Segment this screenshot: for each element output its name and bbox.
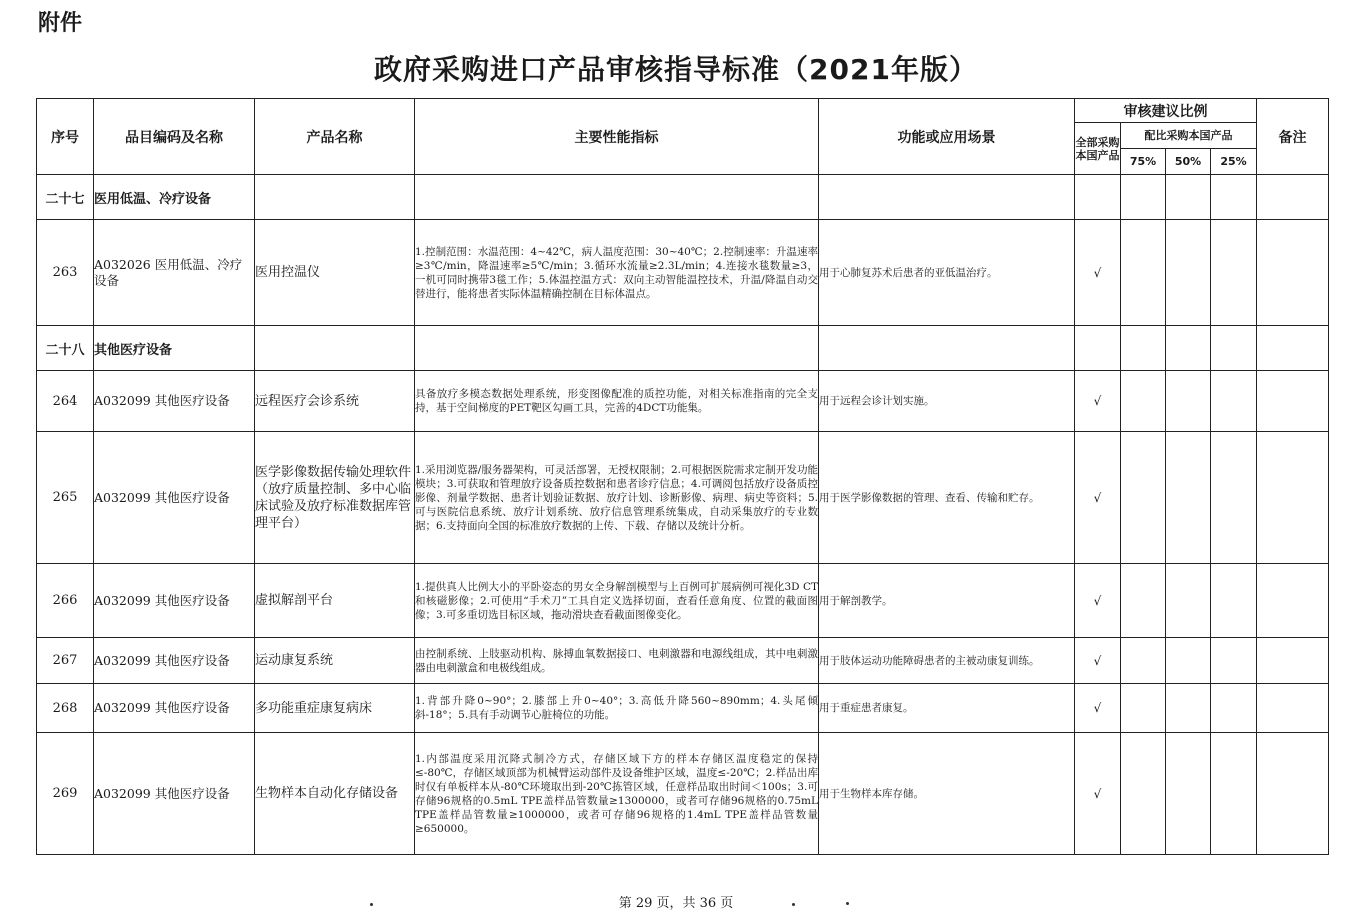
- row-spec: 1.控制范围：水温范围：4~42℃，病人温度范围：30~40℃；2.控制速率：升温速率≥3℃/min，降温速率≥5℃/min；3.循环水流量≥2.3L/min；4.连接水毯数量≥3，一机可同时携带3毯工作；5.体温控温方式：双向主动智能温控技术，升温/降温自动交替进行，能将患者实际体温精确控制在目标体温点。: [415, 220, 819, 326]
- section-name: 医用低温、冷疗设备: [94, 175, 255, 220]
- row-category: A032099 其他医疗设备: [94, 733, 255, 855]
- row-product: 运动康复系统: [255, 638, 415, 684]
- scan-speck: [370, 903, 373, 906]
- document-title: 政府采购进口产品审核指导标准（2021年版）: [374, 53, 978, 86]
- header-category: 品目编码及名称: [94, 99, 255, 175]
- table-row: [37, 733, 1329, 855]
- row-function: 用于远程会诊计划实施。: [819, 371, 1075, 432]
- row-category: A032099 其他医疗设备: [94, 432, 255, 564]
- header-seq: 序号: [37, 99, 94, 175]
- row-spec: 由控制系统、上肢驱动机构、脉搏血氧数据接口、电刺激器和电源线组成，其中电刺激器由电刺激盒和电极线组成。: [415, 638, 819, 684]
- row-seq: 269: [37, 733, 94, 855]
- table-row: [37, 220, 1329, 326]
- check-mark: √: [1075, 684, 1121, 733]
- row-seq: 267: [37, 638, 94, 684]
- table-row: [37, 684, 1329, 733]
- row-seq: 265: [37, 432, 94, 564]
- row-category: A032099 其他医疗设备: [94, 371, 255, 432]
- check-mark: √: [1075, 733, 1121, 855]
- row-spec: 1.提供真人比例大小的平卧姿态的男女全身解剖模型与上百例可扩展病例可视化3D CT和核磁影像；2.可使用“手术刀”工具自定义选择切面，查看任意角度、位置的截面图像；3.可多重切选目标区域，拖动滑块查看截面图像变化。: [415, 564, 819, 638]
- check-mark: √: [1075, 638, 1121, 684]
- section-number: 二十八: [37, 326, 94, 371]
- row-spec: 1.内部温度采用沉降式制冷方式，存储区域下方的样本存储区温度稳定的保持≤-80℃，存储区域顶部为机械臂运动部件及设备维护区域，温度≤-20℃；2.样品出库时仅有单板样本从-80℃环境取出到-20℃拣管区域，任意样品取出时间＜100s；3.可存储96规格的0.5mL TPE盖样品管数量≥1300000，或者可存储96规格的0.75mL TPE盖样品管数量≥1000000，或者可存储96规格的1.4mL TPE盖样品管数量≥650000。: [415, 733, 819, 855]
- table-row: [37, 638, 1329, 684]
- header-function: 功能或应用场景: [819, 99, 1075, 175]
- row-category: A032099 其他医疗设备: [94, 638, 255, 684]
- header-product: 产品名称: [255, 99, 415, 175]
- table-row: [37, 564, 1329, 638]
- row-function: 用于生物样本库存储。: [819, 733, 1075, 855]
- standards-table: [36, 98, 1329, 855]
- row-product: 虚拟解剖平台: [255, 564, 415, 638]
- row-product: 医用控温仪: [255, 220, 415, 326]
- row-function: 用于肢体运动功能障碍患者的主被动康复训练。: [819, 638, 1075, 684]
- row-product: 远程医疗会诊系统: [255, 371, 415, 432]
- section-row: [37, 326, 1329, 371]
- row-category: A032099 其他医疗设备: [94, 684, 255, 733]
- check-mark: √: [1075, 564, 1121, 638]
- header-remark: 备注: [1257, 99, 1329, 175]
- check-mark: √: [1075, 371, 1121, 432]
- row-product: 医学影像数据传输处理软件（放疗质量控制、多中心临床试验及放疗标准数据库管理平台）: [255, 432, 415, 564]
- row-product: 生物样本自动化存储设备: [255, 733, 415, 855]
- header-ratio-25: 25%: [1211, 149, 1257, 175]
- table-row: [37, 432, 1329, 564]
- row-function: 用于重症患者康复。: [819, 684, 1075, 733]
- attachment-label: 附件: [38, 11, 83, 36]
- row-function: 用于解剖教学。: [819, 564, 1075, 638]
- header-ratio-75: 75%: [1121, 149, 1166, 175]
- table-row: [37, 371, 1329, 432]
- header-all-domestic: 全部采购本国产品: [1075, 123, 1121, 175]
- scan-speck: [846, 902, 849, 905]
- section-row: [37, 175, 1329, 220]
- row-spec: 1.背部升降0~90°；2.膝部上升0~40°；3.高低升降560~890mm；4.头尾倾斜-18°；5.具有手动调节心脏椅位的功能。: [415, 684, 819, 733]
- row-seq: 263: [37, 220, 94, 326]
- header-ratio-group: 审核建议比例: [1075, 99, 1257, 123]
- header-mix-group: 配比采购本国产品: [1121, 123, 1257, 149]
- check-mark: √: [1075, 220, 1121, 326]
- row-spec: 1.采用浏览器/服务器架构，可灵活部署，无授权限制；2.可根据医院需求定制开发功能模块；3.可获取和管理放疗设备质控数据和患者诊疗信息；4.可调阅包括放疗设备质控影像、剂量学数据、患者计划验证数据、放疗计划、诊断影像、病理、病史等资料；5.可与医院信息系统、放疗计划系统、放疗信息管理系统集成，自动采集放疗的专业数据；6.支持面向全国的标准放疗数据的上传、下载、存储以及统计分析。: [415, 432, 819, 564]
- row-function: 用于医学影像数据的管理、查看、传输和贮存。: [819, 432, 1075, 564]
- page-footer: 第 29 页，共 36 页: [618, 896, 734, 911]
- row-spec: 具备放疗多模态数据处理系统，形变图像配准的质控功能，对相关标准指南的完全支持，基于空间梯度的PET靶区勾画工具，完善的4DCT功能集。: [415, 371, 819, 432]
- row-category: A032099 其他医疗设备: [94, 564, 255, 638]
- check-mark: √: [1075, 432, 1121, 564]
- row-seq: 266: [37, 564, 94, 638]
- section-number: 二十七: [37, 175, 94, 220]
- row-category: A032026 医用低温、冷疗设备: [94, 220, 255, 326]
- row-seq: 264: [37, 371, 94, 432]
- header-ratio-50: 50%: [1166, 149, 1211, 175]
- header-spec: 主要性能指标: [415, 99, 819, 175]
- row-product: 多功能重症康复病床: [255, 684, 415, 733]
- scan-speck: [792, 903, 795, 906]
- row-seq: 268: [37, 684, 94, 733]
- row-function: 用于心肺复苏术后患者的亚低温治疗。: [819, 220, 1075, 326]
- section-name: 其他医疗设备: [94, 326, 255, 371]
